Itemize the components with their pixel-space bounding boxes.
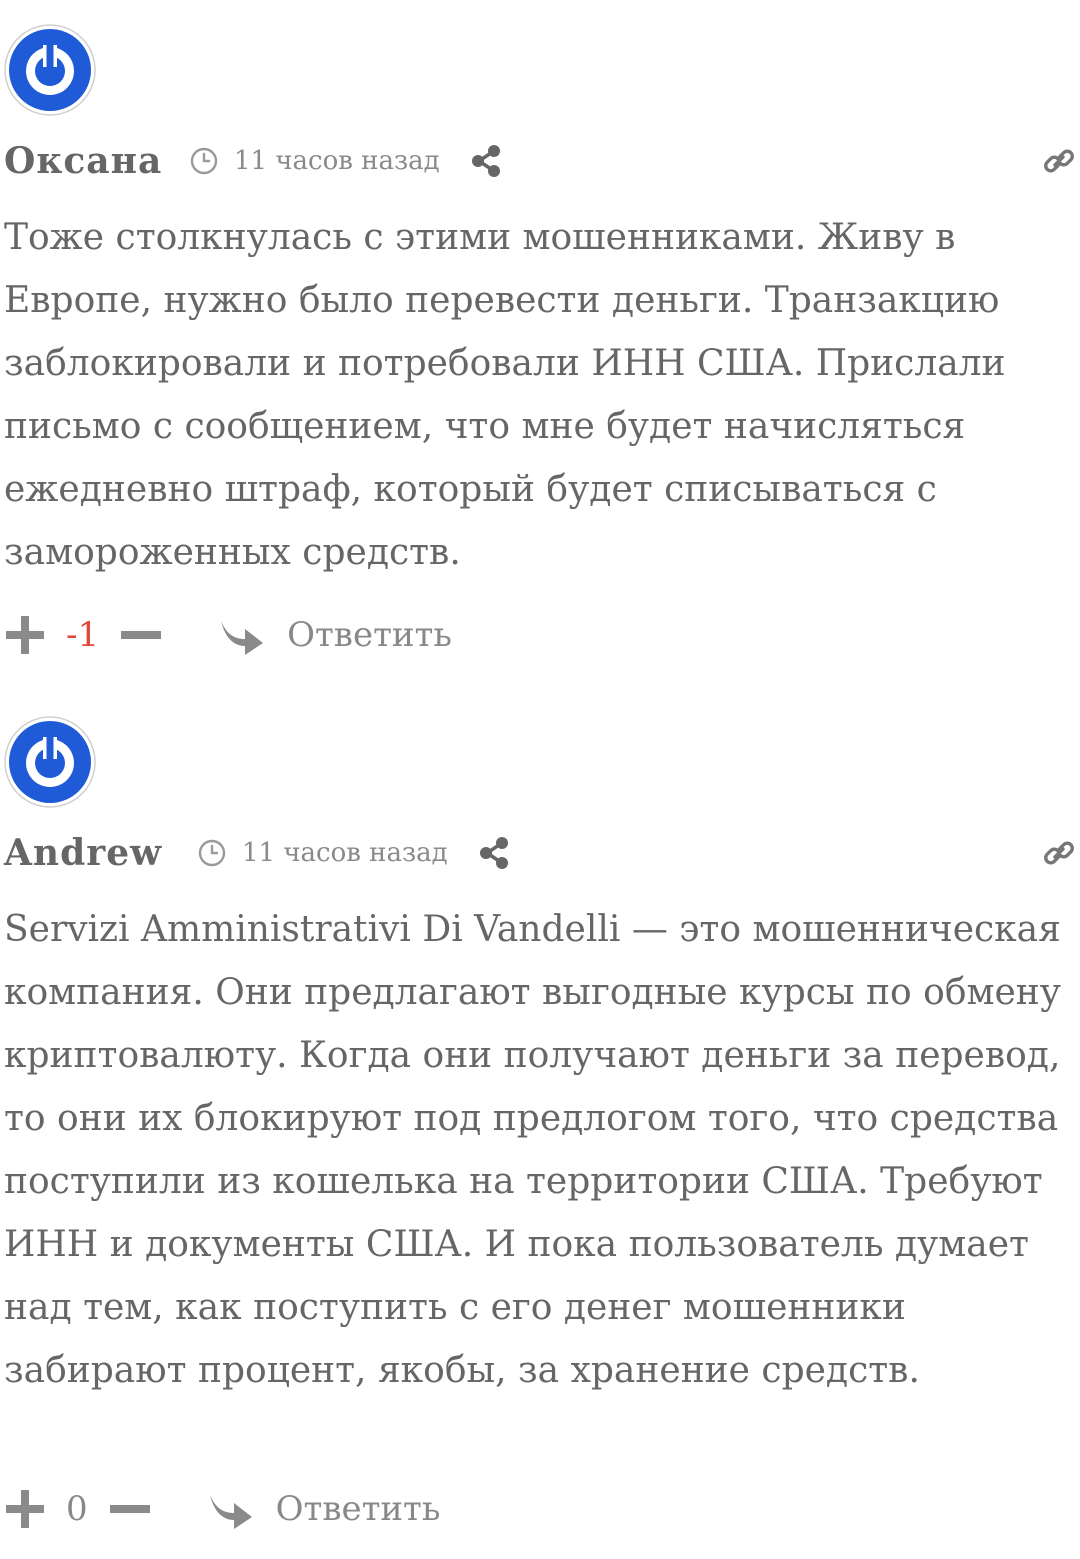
comment-time-group (190, 136, 502, 186)
reply-arrow-icon (219, 615, 265, 655)
clock-icon (190, 147, 218, 175)
clock-icon (198, 839, 226, 867)
reply-label: Ответить (275, 1489, 441, 1529)
share-icon[interactable] (470, 144, 502, 178)
plus-icon[interactable] (4, 614, 46, 656)
avatar-power-icon[interactable] (4, 716, 96, 808)
link-icon[interactable] (1042, 144, 1076, 178)
comment-actions (4, 610, 704, 660)
comment-time-group (198, 828, 510, 878)
comment-author[interactable]: Оксана (4, 140, 163, 182)
reply-arrow-icon (208, 1489, 254, 1529)
share-icon[interactable] (478, 836, 510, 870)
comment-actions (4, 1484, 704, 1534)
comment-text: Тоже столкнулась с этими мошенниками. Живу в Европе, нужно было перевести деньги. Транзакцию заблокировали и потребовали ИНН США. Прислали письмо с сообщением, что мне будет начисляться ежедневно штраф, который будет списываться с замороженных средств. (4, 217, 1006, 573)
minus-icon[interactable] (119, 614, 163, 656)
minus-icon[interactable] (108, 1488, 152, 1530)
reply-button[interactable] (219, 615, 452, 655)
comment-meta (4, 828, 1076, 878)
comment-meta (4, 136, 1076, 186)
reply-button[interactable] (208, 1489, 441, 1529)
comment-time[interactable]: 11 часов назад (234, 146, 440, 176)
comment-author[interactable]: Andrew (4, 832, 163, 874)
vote-score: 0 (66, 1489, 88, 1529)
avatar-power-icon[interactable] (4, 24, 96, 116)
link-icon[interactable] (1042, 836, 1076, 870)
vote-score: -1 (66, 615, 100, 655)
reply-label: Ответить (287, 615, 452, 655)
comment-time[interactable]: 11 часов назад (242, 838, 448, 868)
plus-icon[interactable] (4, 1488, 46, 1530)
comment-text: Servizi Amministrativi Di Vandelli — это мошенническая компания. Они предлагают выгодные курсы по обмену криптовалюту. Когда они получают деньги за перевод, то они их блокируют под предлогом того, что средства поступили из кошелька на территории США. Требуют ИНН и документы США. И пока пользователь думает над тем, как поступить с его денег мошенники забирают процент, якобы, за хранение средств. (4, 909, 1061, 1391)
